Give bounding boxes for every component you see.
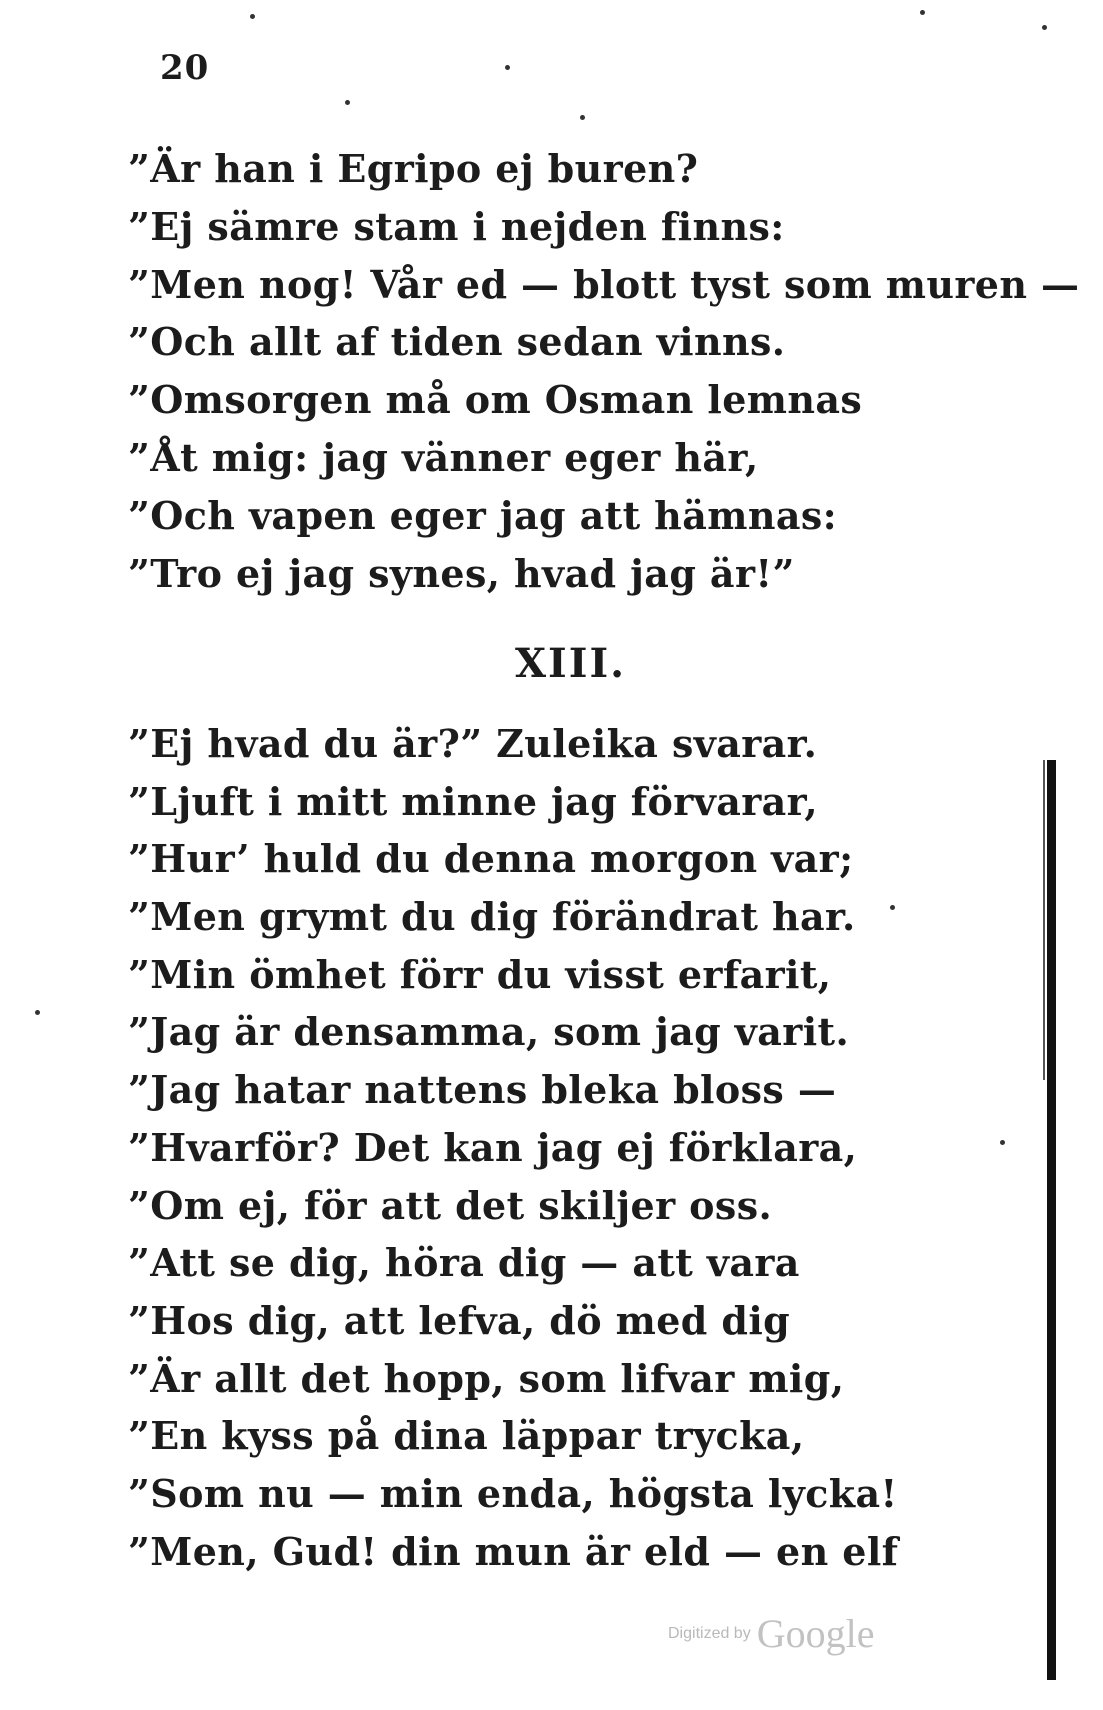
ink-speck [890,905,895,910]
watermark-prefix: Digitized by [668,1624,751,1642]
page-number: 20 [160,48,210,88]
verse-line: ”Min ömhet förr du visst erfarit, [128,951,832,997]
verse-line: ”Är han i Egripo ej buren? [128,146,699,191]
ink-speck [1042,25,1047,30]
verse-line: ”Hvarför? Det kan jag ej förklara, [128,1124,858,1170]
verse-line: ”Ej sämre stam i nejden finns: [128,203,785,249]
ink-speck [580,115,585,120]
verse-line: ”Och allt af tiden sedan vinns. [128,319,786,365]
verse-line: ”Ljuft i mitt minne jag förvarar, [128,778,818,824]
stanza-1 [128,140,1079,602]
verse-line: ”En kyss på dina läppar trycka, [128,1413,805,1459]
ink-speck [1000,1140,1005,1145]
ink-speck [35,1010,40,1015]
verse-line: ”Jag är densamma, som jag varit. [128,1009,850,1055]
verse-line: ”Men, Gud! din mun är eld — en elf [128,1528,899,1574]
verse-line: ”Om ej, för att det skiljer oss. [128,1182,773,1228]
ink-speck [345,100,350,105]
verse-line: ”Men nog! Vår ed — blott tyst som muren — [128,261,1080,307]
stanza-2 [128,715,898,1580]
binding-shadow [1043,760,1045,1080]
ink-speck [250,14,255,19]
verse-line: ”Tro ej jag synes, hvad jag är!” [128,550,795,596]
verse-line: ”Åt mig: jag vänner eger här, [128,434,759,480]
verse-line: ”Ej hvad du är?” Zuleika svarar. [128,721,818,766]
ink-speck [505,65,510,70]
verse-line: ”Jag hatar nattens bleka bloss — [128,1067,837,1113]
binding-edge [1047,760,1056,1680]
verse-line: ”Och vapen eger jag att hämnas: [128,492,838,538]
verse-line: ”Att se dig, höra dig — att vara [128,1240,800,1286]
verse-line: ”Omsorgen må om Osman lemnas [128,377,863,423]
verse-line: ”Men grymt du dig förändrat har. [128,894,856,940]
verse-line: ”Är allt det hopp, som lifvar mig, [128,1355,845,1401]
google-logo: Google [756,1611,875,1656]
section-heading: XIII. [515,640,627,687]
verse-line: ”Som nu — min enda, högsta lycka! [128,1470,898,1516]
ink-speck [920,10,925,15]
verse-line: ”Hur’ huld du denna morgon var; [128,836,854,882]
verse-line: ”Hos dig, att lefva, dö med dig [128,1297,791,1343]
digitized-by-google-watermark [668,1610,874,1657]
